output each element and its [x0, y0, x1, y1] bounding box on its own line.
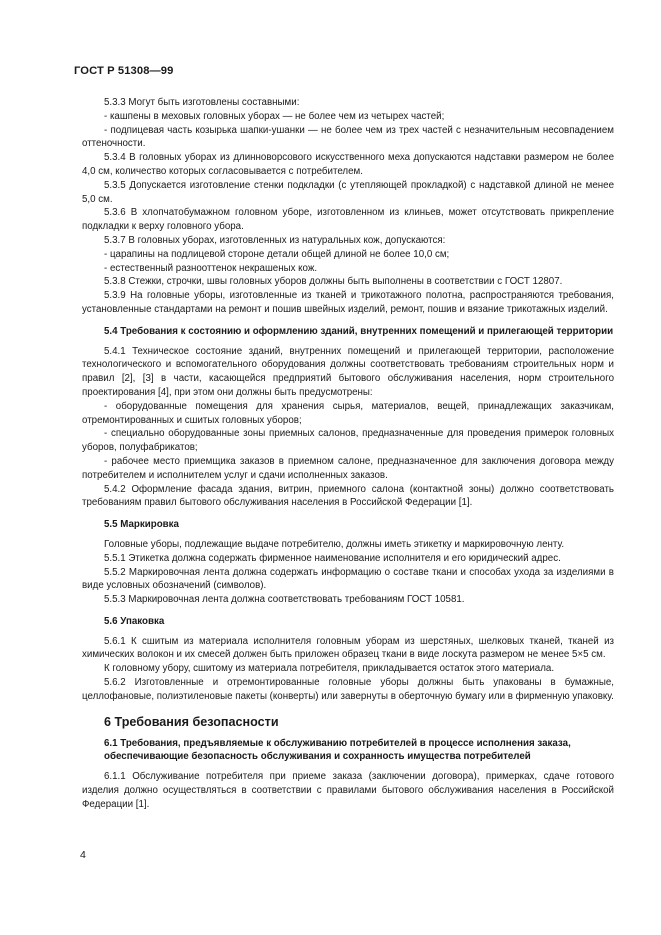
paragraph-5-4-2: 5.4.2 Оформление фасада здания, витрин, приемного салона (контактной зоны) должно соответствовать требованиям правил бытового обслуживания населения в Российской Федерации [1].: [82, 483, 614, 509]
paragraph-5-3-4: 5.3.4 В головных уборах из длинноворсового искусственного меха допускаются надставки размером не более 4,0 см, количество которых согласовывается с потребителем.: [82, 152, 614, 177]
list-item: - рабочее место приемщика заказов в приемном салоне, предназначенное для заключения договора между потребителем и исполнителем услуг и сдачи исполненных заказов.: [82, 455, 614, 481]
paragraph-5-5-2: 5.5.2 Маркировочная лента должна содержать информацию о составе ткани и способах ухода за изделиями в виде условных обозначений (символов).: [82, 566, 614, 592]
section-heading-6-1: 6.1 Требования, предъявляемые к обслуживанию потребителей в процессе исполнения заказа, обеспечивающие безопасность обслуживания и сохранность имущества потребителей: [104, 737, 571, 763]
paragraph-5-3-5: 5.3.5 Допускается изготовление стенки подкладки (с утепляющей прокладкой) с надставкой длиной не менее 5,0 см.: [82, 179, 614, 205]
list-item: - кашпены в меховых головных уборах — не более чем из четырех частей;: [104, 110, 445, 122]
page-number: 4: [80, 849, 86, 861]
section-heading-5-4: 5.4 Требования к состоянию и оформлению зданий, внутренних помещений и прилегающей территории: [104, 325, 614, 337]
paragraph-5-6-1-cont: К головному убору, сшитому из материала потребителя, прикладывается остаток этого материала.: [104, 663, 555, 675]
document-body: [82, 96, 614, 812]
paragraph-5-5-intro: Головные уборы, подлежащие выдаче потребителю, должны иметь этикетку и маркировочную ленту.: [104, 538, 565, 550]
paragraph-5-5-1: 5.5.1 Этикетка должна содержать фирменное наименование исполнителя и его юридический адрес.: [104, 552, 561, 564]
paragraph-5-5-3: 5.5.3 Маркировочная лента должна соответствовать требованиям ГОСТ 10581.: [104, 594, 465, 606]
section-heading-5-6: 5.6 Упаковка: [104, 615, 165, 627]
paragraph-5-6-2: 5.6.2 Изготовленные и отремонтированные головные уборы должны быть упакованы в бумажные, целлофановые, полиэтиленовые пакеты (конверты) или завернуты в оберточную бумагу или в фирменную упаковку.: [82, 677, 614, 702]
list-item: - царапины на подлицевой стороне детали общей длиной не более 10,0 см;: [104, 248, 450, 260]
list-item: - оборудованные помещения для хранения сырья, материалов, вещей, принадлежащих заказчикам, отремонтированных и сшитых головных уборов;: [82, 400, 614, 426]
paragraph-5-6-1: 5.6.1 К сшитым из материала исполнителя головным уборам из шерстяных, шелковых тканей, тканей из химических волокон и их смесей должен быть приложен образец ткани в виде лоскута размером не менее 5×5 см.: [82, 635, 614, 661]
paragraph-5-3-7: 5.3.7 В головных уборах, изготовленных из натуральных кож, допускаются:: [104, 234, 446, 246]
section-heading-6: 6 Требования безопасности: [104, 714, 279, 729]
list-item: - подпицевая часть козырька шапки-ушанки — не более чем из трех частей с незначительным несовпадением оттеночности.: [82, 124, 614, 150]
paragraph-5-3-6: 5.3.6 В хлопчатобумажном головном уборе, изготовленном из клиньев, может отсутствовать прикрепление подкладки к верху головного убора.: [82, 207, 614, 233]
list-item: - естественный разнооттенок некрашеных кож.: [104, 262, 318, 274]
section-heading-5-5: 5.5 Маркировка: [104, 519, 179, 531]
paragraph-5-4-1: 5.4.1 Техническое состояние зданий, внутренних помещений и прилегающей территории, расположение технологического и вспомогательного оборудования должны соответствовать требованиям строительных норм и правил [2], [3] в части, касающейся предприятий бытового обслуживания населения, норм строительного проектирования [4], при этом они должны быть предусмотрены:: [82, 345, 614, 398]
paragraph-5-3-9: 5.3.9 На головные уборы, изготовленные из тканей и трикотажного полотна, распространяются требования, установленные стандартами на ремонт и пошив швейных изделий, ремонт, пошив и вязание трикотажных изделий.: [82, 290, 614, 315]
document-code-header: ГОСТ Р 51308—99: [74, 65, 174, 77]
paragraph-5-3-8: 5.3.8 Стежки, строчки, швы головных уборов должны быть выполнены в соответствии с ГОСТ 12807.: [104, 276, 563, 288]
paragraph-5-3-3: 5.3.3 Могут быть изготовлены составными:: [104, 97, 300, 108]
list-item: - специально оборудованные зоны приемных салонов, предназначенные для проведения примерок головных уборов, полуфабрикатов;: [82, 428, 614, 454]
paragraph-6-1-1: 6.1.1 Обслуживание потребителя при приеме заказа (заключении договора), примерках, сдаче готового изделия должно осуществляться в соответствии с правилами бытового обслуживания населения в Российской Федерации [1].: [82, 771, 614, 810]
